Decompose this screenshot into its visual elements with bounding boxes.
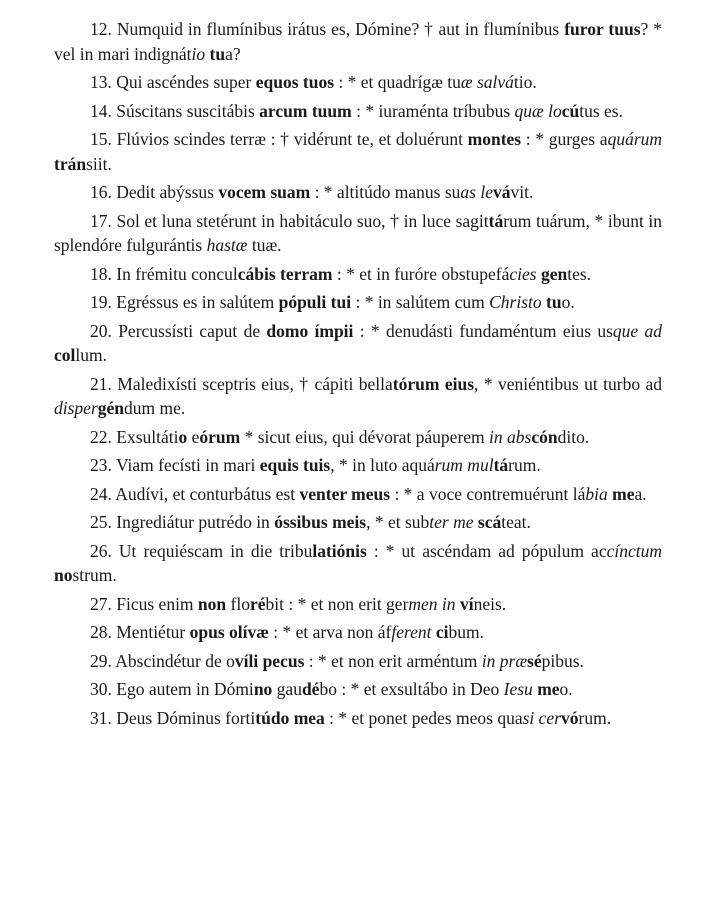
verse-text: Viam fecísti in mari equis tuis, * in luto aquárum multárum. <box>115 455 541 475</box>
verse-list <box>54 17 662 730</box>
verse-number: 30. <box>90 679 112 699</box>
verse-text: Ego autem in Dómino gaudébo : * et exsultábo in Deo Iesu meo. <box>116 679 573 699</box>
verse <box>54 372 662 421</box>
verse-number: 23. <box>90 455 112 475</box>
verse-number: 18. <box>90 263 112 284</box>
verse-number: 28. <box>90 622 112 642</box>
verse-number: 31. <box>90 707 112 728</box>
verse-text: Abscindétur de ovíli pecus : * et non erit arméntum in præsépibus. <box>115 650 584 671</box>
verse <box>54 127 662 176</box>
verse <box>54 453 662 478</box>
verse-text: Súscitans suscitábis arcum tuum : * iuraménta tríbubus quæ locútus es. <box>116 100 623 121</box>
verse-text: Exsultátio eórum * sicut eius, qui dévorat páuperem in abscóndito. <box>116 426 590 447</box>
verse <box>54 17 662 66</box>
verse-number: 15. <box>90 129 112 149</box>
verse-text: Egréssus es in salútem pópuli tui : * in salútem cum Christo tuo. <box>116 292 575 312</box>
verse <box>54 290 662 315</box>
verse <box>54 425 662 450</box>
verse-text: In frémitu conculcábis terram : * et in furóre obstupefácies gentes. <box>116 263 592 284</box>
verse-text: Deus Dóminus fortitúdo mea : * et ponet pedes meos quasi cervórum. <box>116 707 612 728</box>
verse <box>54 262 662 287</box>
verse <box>54 209 662 258</box>
verse <box>54 539 662 588</box>
verse-text: Percussísti caput de domo ímpii : * denudásti fundaméntum eius usque ad collum. <box>54 320 662 365</box>
verse-number: 12. <box>90 19 112 39</box>
verse-number: 21. <box>90 373 112 394</box>
verse <box>54 649 662 674</box>
verse <box>54 510 662 535</box>
verse <box>54 319 662 368</box>
verse-text: Audívi, et conturbátus est venter meus : * a voce contremuérunt lábia mea. <box>115 483 647 504</box>
verse-text: Qui ascéndes super equos tuos : * et quadrígæ tuæ salvátio. <box>116 72 537 92</box>
verse <box>54 677 662 702</box>
verse-text: Sol et luna stetérunt in habitáculo suo, † in luce sagittárum tuárum, * ibunt in splendóre fulgurántis hastæ tuæ. <box>54 210 663 255</box>
verse <box>54 180 662 205</box>
verse <box>54 620 662 645</box>
verse-number: 26. <box>90 540 112 561</box>
verse-text: Flúvios scindes terræ : † vidérunt te, et doluérunt montes : * gurges aquárum tránsiit. <box>54 129 663 174</box>
verse-number: 25. <box>90 512 112 532</box>
verse <box>54 70 662 95</box>
verse-number: 13. <box>90 72 112 92</box>
verse <box>54 706 662 731</box>
verse-number: 27. <box>90 593 112 614</box>
verse-number: 22. <box>90 426 112 447</box>
verse-number: 20. <box>90 320 112 341</box>
verse-number: 24. <box>90 483 112 504</box>
verse-text: Mentiétur opus olívæ : * et arva non áfferent cibum. <box>116 622 485 642</box>
verse-number: 17. <box>90 210 112 231</box>
verse <box>54 592 662 617</box>
verse-text: Numquid in flumínibus irátus es, Dómine? † aut in flumínibus furor tuus? * vel in mari indignátio tua? <box>54 19 662 64</box>
verse-number: 14. <box>90 100 112 121</box>
verse-number: 19. <box>90 292 112 312</box>
verse-number: 29. <box>90 650 112 671</box>
verse <box>54 482 662 507</box>
verse-number: 16. <box>90 182 112 202</box>
verse <box>54 99 662 124</box>
verse-text: Ut requiéscam in die tribulatiónis : * ut ascéndam ad pópulum accínctum nostrum. <box>54 540 662 585</box>
verse-text: Maledixísti sceptris eius, † cápiti bellatórum eius, * veniéntibus ut turbo ad dispergéndum me. <box>54 373 663 418</box>
verse-text: Ingrediátur putrédo in óssibus meis, * et subter me scáteat. <box>116 512 531 532</box>
verse-text: Dedit abýssus vocem suam : * altitúdo manus suas levávit. <box>116 182 534 202</box>
verse-text: Ficus enim non florébit : * et non erit germen in víneis. <box>116 593 507 614</box>
